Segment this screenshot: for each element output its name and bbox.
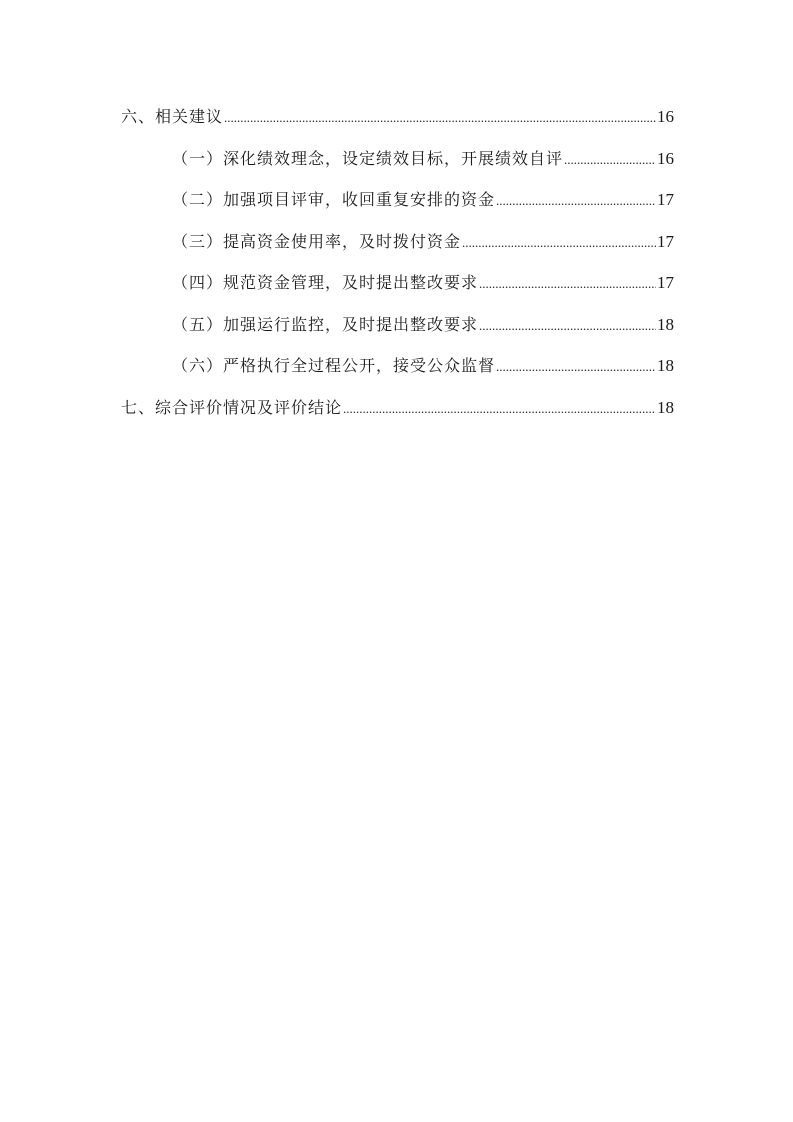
toc-entry-section-7[interactable] [121,395,674,421]
toc-entry-title: （二）加强项目评审，收回重复安排的资金 [172,190,496,209]
toc-dot-leader [224,105,656,131]
toc-entry-page-number: 16 [657,107,674,126]
toc-entry-title: （六）严格执行全过程公开，接受公众监督 [172,356,496,375]
toc-entry-title: （五）加强运行监控，及时提出整改要求 [172,315,479,334]
toc-dot-leader [564,147,656,173]
toc-entry-page-number: 17 [657,232,674,251]
toc-entry-subsection-6-2[interactable] [172,187,674,213]
toc-dot-leader [496,188,656,214]
toc-entry-page-number: 17 [657,273,674,292]
toc-entry-subsection-6-4[interactable] [172,270,674,296]
toc-entry-subsection-6-5[interactable] [172,312,674,338]
toc-entry-page-number: 18 [657,315,674,334]
toc-entry-subsection-6-1[interactable] [172,146,674,172]
toc-dot-leader [479,271,656,297]
toc-dot-leader [496,354,656,380]
toc-entry-page-number: 18 [657,356,674,375]
toc-entry-subsection-6-3[interactable] [172,229,674,255]
toc-entry-page-number: 16 [657,149,674,168]
toc-entry-title: （三）提高资金使用率，及时拨付资金 [172,232,462,251]
toc-entry-title: 七、综合评价情况及评价结论 [121,398,343,417]
toc-entry-page-number: 18 [657,398,674,417]
toc-dot-leader [462,230,656,256]
toc-entry-page-number: 17 [657,190,674,209]
toc-entry-title: 六、相关建议 [121,107,224,126]
toc-dot-leader [479,313,656,339]
toc-entry-subsection-6-6[interactable] [172,353,674,379]
toc-entry-title: （一）深化绩效理念，设定绩效目标，开展绩效自评 [172,149,564,168]
toc-dot-leader [343,396,656,422]
toc-entry-title: （四）规范资金管理，及时提出整改要求 [172,273,479,292]
toc-entry-section-6[interactable] [121,104,674,130]
